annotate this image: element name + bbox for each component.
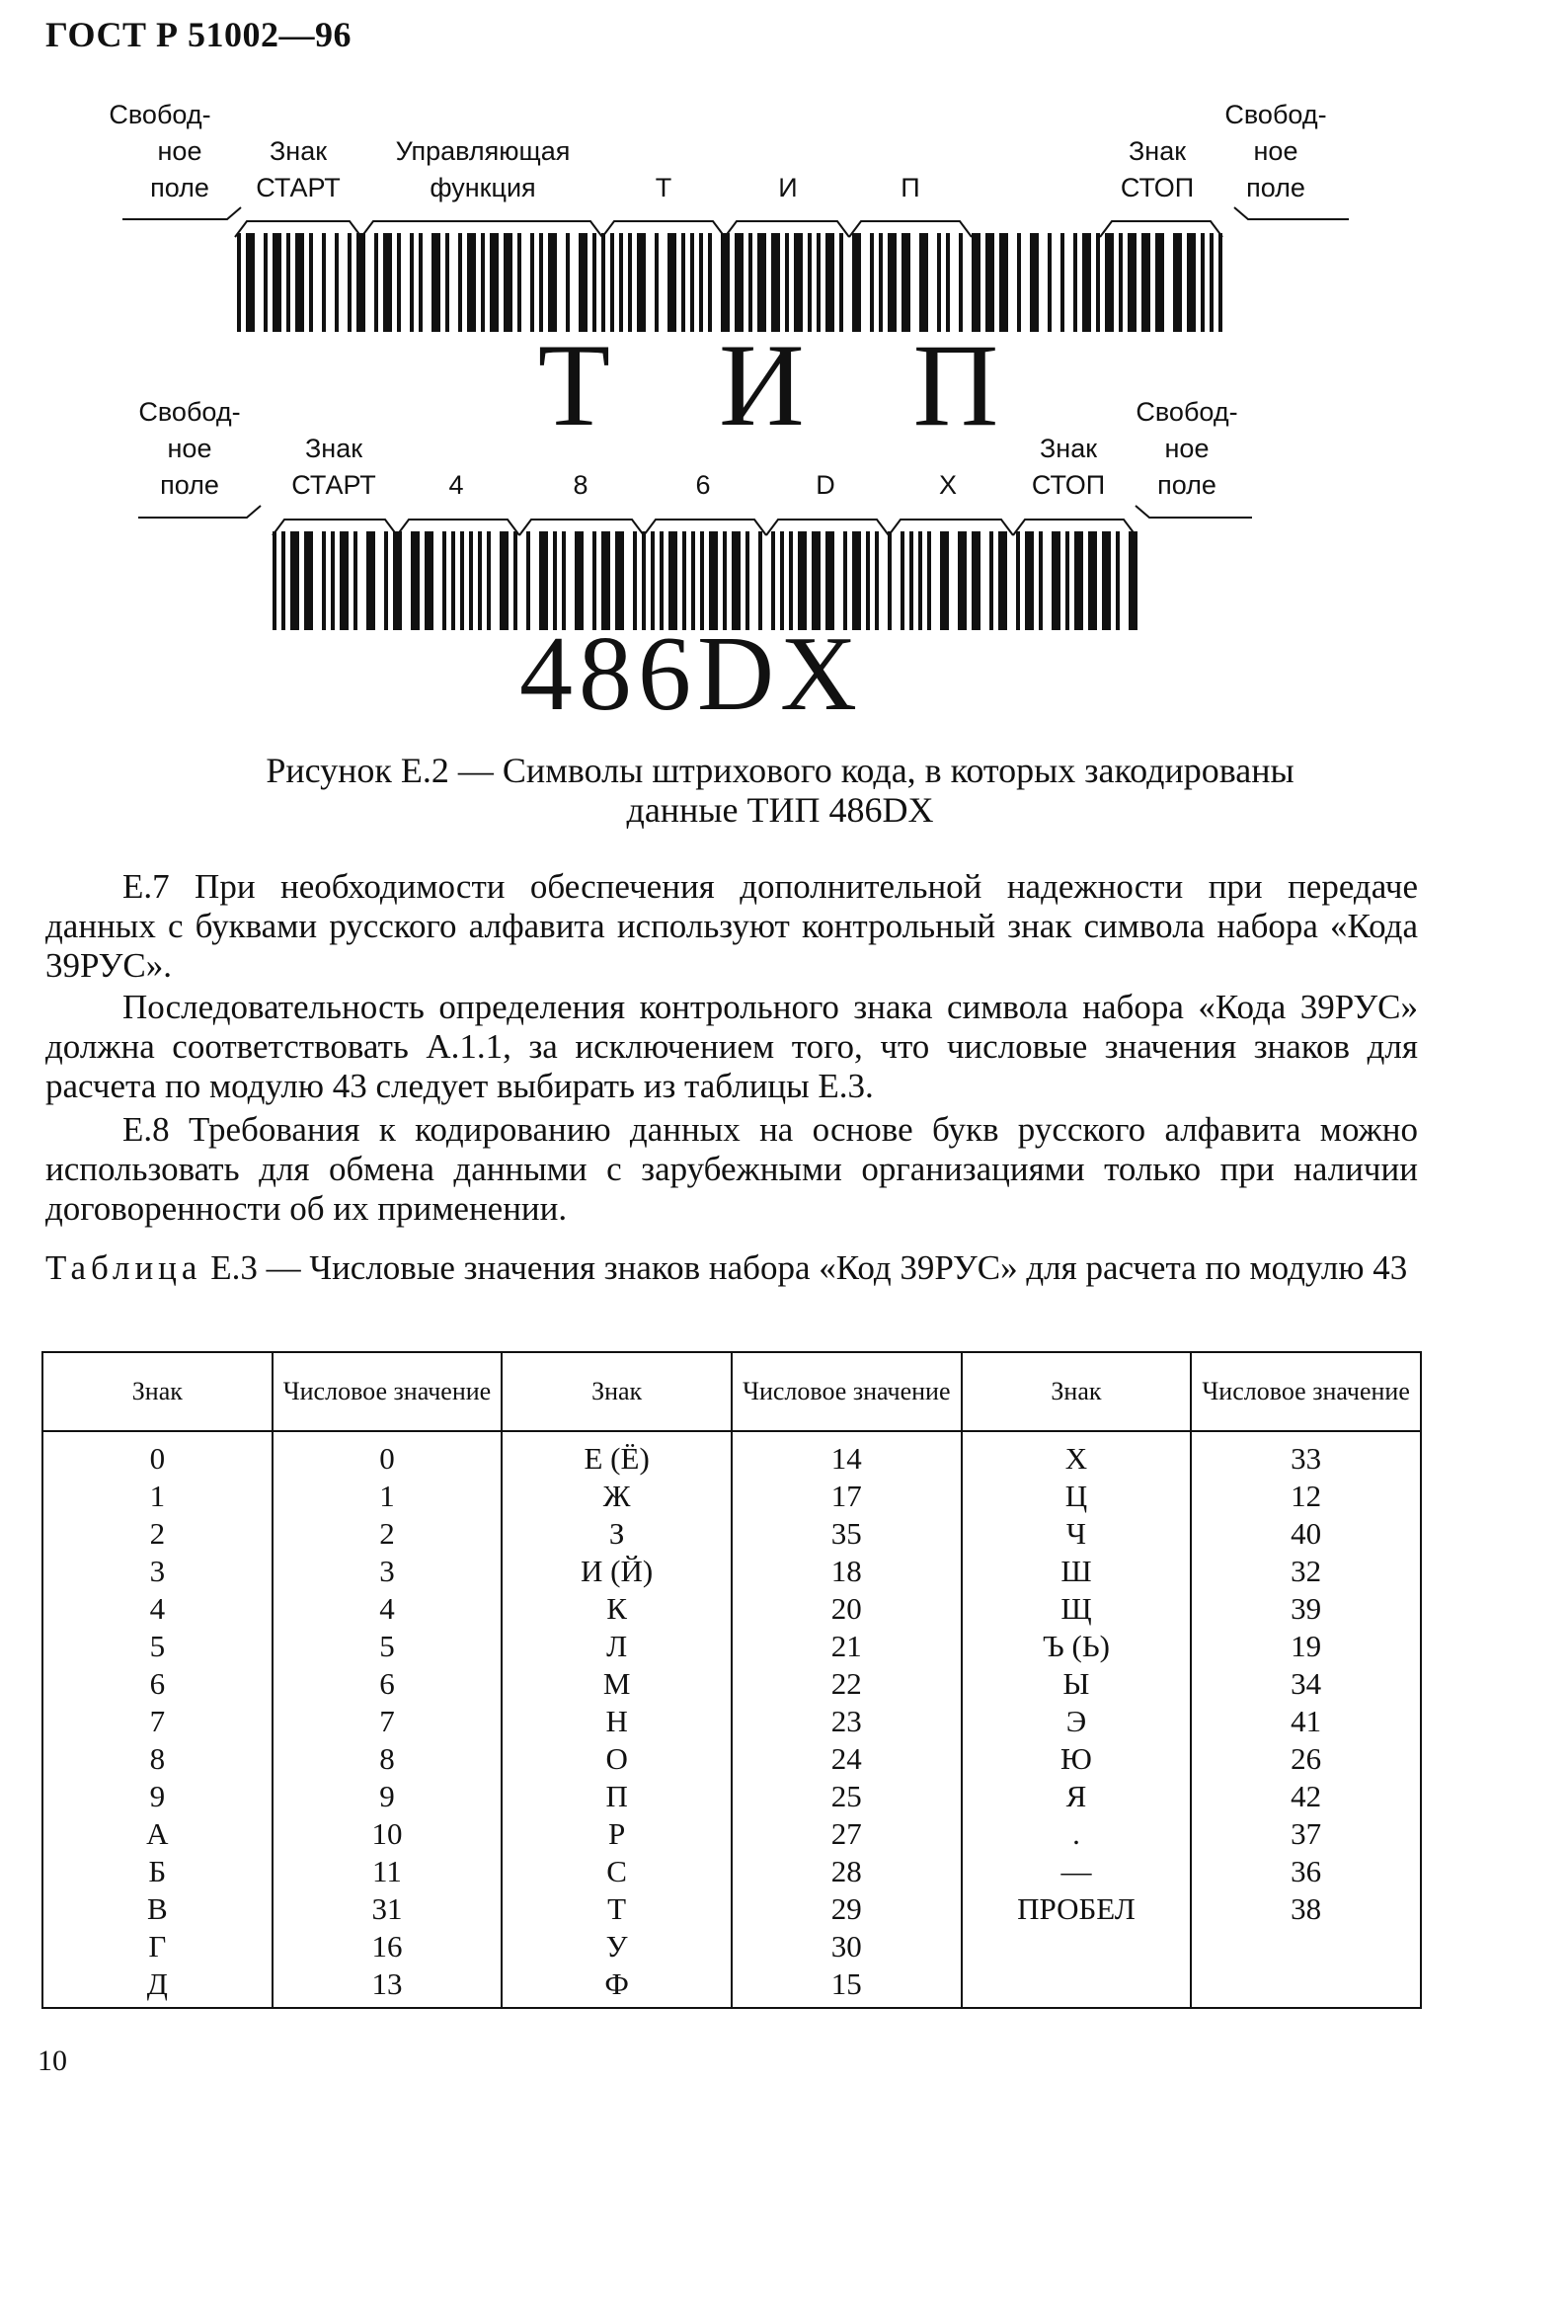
barcode-bar bbox=[410, 233, 414, 332]
barcode-bar bbox=[901, 531, 904, 630]
barcode-bar bbox=[460, 531, 464, 630]
table-cell-value: 40 bbox=[1191, 1515, 1421, 1553]
header-char-1: Знак bbox=[42, 1352, 273, 1431]
barcode-bar bbox=[1116, 531, 1120, 630]
table-cell-value: 2 bbox=[273, 1515, 503, 1553]
bottom-char-x: X bbox=[938, 470, 958, 500]
figure-caption bbox=[99, 751, 1461, 830]
table-cell-value: 4 bbox=[273, 1590, 503, 1628]
table-cell-char: Ю bbox=[962, 1740, 1192, 1778]
barcode-bar bbox=[839, 233, 843, 332]
table-row bbox=[42, 1553, 1421, 1590]
bottom-stop-1: Знак bbox=[1039, 434, 1098, 463]
table-row bbox=[42, 1778, 1421, 1815]
barcode-bar bbox=[295, 233, 304, 332]
barcode-bar bbox=[469, 531, 473, 630]
barcode-bar bbox=[331, 531, 335, 630]
top-free-left-2: ное bbox=[157, 136, 202, 166]
barcode-bar bbox=[808, 233, 812, 332]
barcode-bar bbox=[870, 233, 874, 332]
table-cell-char: Е (Ё) bbox=[502, 1431, 732, 1478]
barcode-bar bbox=[309, 233, 313, 332]
table-row bbox=[42, 1740, 1421, 1778]
top-free-right-3: поле bbox=[1246, 173, 1305, 202]
table-cell-value: 36 bbox=[1191, 1853, 1421, 1890]
barcode-bar bbox=[909, 531, 913, 630]
barcode-bar bbox=[340, 531, 349, 630]
table-cell-value: 39 bbox=[1191, 1590, 1421, 1628]
table-cell-value: 16 bbox=[273, 1928, 503, 1965]
barcode-bar bbox=[517, 233, 521, 332]
barcode-bar bbox=[393, 531, 402, 630]
table-cell-value: 20 bbox=[732, 1590, 962, 1628]
table-cell-value: 22 bbox=[732, 1665, 962, 1703]
paragraph-e8: Е.8 Требования к кодированию данных на основе букв русского алфавита можно использовать для обмена данными с зарубежными организациями только при наличии договоренности об их применении. bbox=[45, 1110, 1418, 1228]
table-cell-char: М bbox=[502, 1665, 732, 1703]
barcode-bar bbox=[1173, 233, 1182, 332]
top-free-right-2: ное bbox=[1253, 136, 1298, 166]
figure-caption-line-2: данные ТИП 486DX bbox=[626, 790, 934, 830]
table-cell-value: 7 bbox=[273, 1703, 503, 1740]
barcode-bar bbox=[785, 233, 789, 332]
table-cell-value: 1 bbox=[273, 1478, 503, 1515]
table-cell-char bbox=[962, 1928, 1192, 1965]
barcode-bar bbox=[356, 233, 365, 332]
table-cell-value: 0 bbox=[273, 1431, 503, 1478]
barcode-bar bbox=[748, 233, 752, 332]
barcode-bar bbox=[757, 233, 766, 332]
table-cell-value bbox=[1191, 1965, 1421, 2008]
table-cell-char: Ы bbox=[962, 1665, 1192, 1703]
barcode-bar bbox=[451, 531, 455, 630]
barcode-bar bbox=[1218, 233, 1222, 332]
barcode-bar bbox=[825, 233, 834, 332]
table-cell-value: 9 bbox=[273, 1778, 503, 1815]
barcode-bar bbox=[353, 531, 357, 630]
table-row bbox=[42, 1590, 1421, 1628]
barcode-bar bbox=[548, 233, 557, 332]
table-cell-value: 6 bbox=[273, 1665, 503, 1703]
table-cell-char: Б bbox=[42, 1853, 273, 1890]
table-cell-char: 0 bbox=[42, 1431, 273, 1478]
barcode-bar bbox=[1052, 531, 1060, 630]
table-cell-char: Я bbox=[962, 1778, 1192, 1815]
top-free-right-line bbox=[1234, 207, 1349, 219]
table-caption bbox=[45, 1248, 1418, 1288]
barcode-bar bbox=[628, 233, 632, 332]
bottom-char-6: 6 bbox=[695, 470, 711, 500]
header-value-3: Числовое значение bbox=[1191, 1352, 1421, 1431]
table-row bbox=[42, 1815, 1421, 1853]
bottom-free-right-1: Свобод- bbox=[1136, 397, 1238, 427]
barcode-bar bbox=[1129, 531, 1137, 630]
table-row bbox=[42, 1628, 1421, 1665]
barcode-bar bbox=[902, 233, 910, 332]
table-cell-char: В bbox=[42, 1890, 273, 1928]
bottom-char-d: D bbox=[816, 470, 835, 500]
table-cell-value: 11 bbox=[273, 1853, 503, 1890]
table-row bbox=[42, 1478, 1421, 1515]
barcode-bar bbox=[999, 233, 1008, 332]
table-cell-char: Г bbox=[42, 1928, 273, 1965]
barcode-bar bbox=[1025, 531, 1034, 630]
barcode-bar bbox=[445, 233, 449, 332]
barcode-bar bbox=[721, 233, 730, 332]
barcode-bar bbox=[1102, 531, 1111, 630]
barcode-bar bbox=[425, 531, 433, 630]
table-caption-word: Таблица bbox=[45, 1248, 202, 1287]
table-row bbox=[42, 1515, 1421, 1553]
barcode-bar bbox=[397, 233, 401, 332]
barcode-bar bbox=[998, 531, 1007, 630]
barcode-bar bbox=[866, 531, 870, 630]
table-cell-char: 6 bbox=[42, 1665, 273, 1703]
barcode-bar bbox=[985, 233, 994, 332]
barcode-bar bbox=[637, 233, 646, 332]
top-free-right-1: Свобод- bbox=[1224, 100, 1327, 129]
barcode-bar bbox=[989, 531, 993, 630]
table-row bbox=[42, 1890, 1421, 1928]
table-cell-char bbox=[962, 1965, 1192, 2008]
barcode-bar bbox=[1105, 233, 1114, 332]
barcode-bar bbox=[348, 233, 352, 332]
barcode-bar bbox=[1039, 531, 1043, 630]
barcode-bar bbox=[619, 233, 623, 332]
top-free-left-1: Свобод- bbox=[109, 100, 211, 129]
header-value-1: Числовое значение bbox=[273, 1352, 503, 1431]
table-cell-char: 8 bbox=[42, 1740, 273, 1778]
document-header: ГОСТ Р 51002—96 bbox=[45, 15, 352, 54]
barcode-bar bbox=[1088, 531, 1097, 630]
header-char-2: Знак bbox=[502, 1352, 732, 1431]
table-cell-char: 7 bbox=[42, 1703, 273, 1740]
bottom-x-brace bbox=[889, 520, 1013, 535]
top-char-p: П bbox=[901, 173, 920, 202]
table-cell-value: 31 bbox=[273, 1890, 503, 1928]
table-cell-char: . bbox=[962, 1815, 1192, 1853]
table-cell-char: И (Й) bbox=[502, 1553, 732, 1590]
barcode-bar bbox=[946, 233, 950, 332]
table-cell-value: 5 bbox=[273, 1628, 503, 1665]
table-cell-value: 25 bbox=[732, 1778, 962, 1815]
barcode-bar bbox=[442, 531, 446, 630]
table-cell-value: 42 bbox=[1191, 1778, 1421, 1815]
barcode-bar bbox=[771, 233, 780, 332]
barcode-bar bbox=[246, 233, 255, 332]
barcode-figure bbox=[0, 0, 1568, 731]
barcode-bar bbox=[1082, 233, 1091, 332]
barcode-bar bbox=[487, 531, 491, 630]
top-control-1: Управляющая bbox=[395, 136, 571, 166]
table-row bbox=[42, 1853, 1421, 1890]
top-barcode-bars bbox=[237, 233, 1222, 332]
table-cell-value: 34 bbox=[1191, 1665, 1421, 1703]
barcode-bar bbox=[972, 233, 980, 332]
table-row bbox=[42, 1965, 1421, 2008]
barcode-bar bbox=[1016, 531, 1020, 630]
barcode-bar bbox=[940, 531, 949, 630]
barcode-bar bbox=[500, 531, 509, 630]
barcode-bar bbox=[1155, 233, 1164, 332]
bottom-start-2: СТАРТ bbox=[291, 470, 376, 500]
barcode-bar bbox=[699, 233, 703, 332]
table-cell-char: Щ bbox=[962, 1590, 1192, 1628]
table-cell-char: Н bbox=[502, 1703, 732, 1740]
table-cell-char: О bbox=[502, 1740, 732, 1778]
bottom-stop-2: СТОП bbox=[1031, 470, 1106, 500]
table-cell-char: 4 bbox=[42, 1590, 273, 1628]
barcode-bar bbox=[481, 233, 485, 332]
table-cell-char: 2 bbox=[42, 1515, 273, 1553]
top-human-readable: Т И П bbox=[537, 319, 1039, 450]
table-cell-value: 3 bbox=[273, 1553, 503, 1590]
barcode-bar bbox=[579, 233, 588, 332]
barcode-bar bbox=[879, 233, 883, 332]
table-cell-value: 27 bbox=[732, 1815, 962, 1853]
table-row bbox=[42, 1703, 1421, 1740]
table-cell-char: З bbox=[502, 1515, 732, 1553]
table-cell-value: 21 bbox=[732, 1628, 962, 1665]
barcode-bar bbox=[735, 233, 744, 332]
bottom-char-8: 8 bbox=[573, 470, 588, 500]
barcode-bar bbox=[927, 531, 931, 630]
top-free-left-line bbox=[122, 207, 241, 219]
table-cell-value: 15 bbox=[732, 1965, 962, 2008]
top-braces bbox=[122, 207, 1349, 237]
barcode-bar bbox=[530, 233, 534, 332]
barcode-bar bbox=[366, 531, 375, 630]
barcode-bar bbox=[458, 233, 462, 332]
barcode-bar bbox=[958, 531, 967, 630]
barcode-bar bbox=[875, 531, 879, 630]
barcode-bar bbox=[681, 233, 685, 332]
table-cell-value: 12 bbox=[1191, 1478, 1421, 1515]
barcode-bar bbox=[322, 531, 326, 630]
paragraph-e7: Е.7 При необходимости обеспечения дополнительной надежности при передаче данных с буквами русского алфавита используют контрольный знак символа набора «Кода 39РУС». bbox=[45, 867, 1418, 985]
barcode-bar bbox=[566, 233, 570, 332]
barcode-bar bbox=[888, 233, 897, 332]
table-cell-value: 18 bbox=[732, 1553, 962, 1590]
barcode-bar bbox=[304, 531, 313, 630]
table-cell-char: Ъ (Ь) bbox=[962, 1628, 1192, 1665]
table-cell-char: 5 bbox=[42, 1628, 273, 1665]
top-char-i: И bbox=[778, 173, 798, 202]
table-caption-rest: Е.3 — Числовые значения знаков набора «Код 39РУС» для расчета по модулю 43 bbox=[201, 1248, 1408, 1287]
table-cell-char: П bbox=[502, 1778, 732, 1815]
top-labels bbox=[109, 100, 1326, 202]
table-cell-char: С bbox=[502, 1853, 732, 1890]
barcode-bar bbox=[431, 233, 440, 332]
barcode-bar bbox=[478, 531, 482, 630]
table-cell-char: Э bbox=[962, 1703, 1192, 1740]
table-cell-value: 35 bbox=[732, 1515, 962, 1553]
table-cell-char: К bbox=[502, 1590, 732, 1628]
barcode-bar bbox=[1048, 233, 1052, 332]
bottom-free-right-3: поле bbox=[1157, 470, 1216, 500]
table-cell-value: 10 bbox=[273, 1815, 503, 1853]
paragraph-sequence: Последовательность определения контрольного знака символа набора «Кода 39РУС» должна соответствовать А.1.1, за исключением того, что числовые значения знаков для расчета по модулю 43 следует выбирать из таблицы Е.3. bbox=[45, 988, 1418, 1105]
barcode-bar bbox=[1201, 233, 1205, 332]
table-body bbox=[42, 1431, 1421, 2008]
barcode-bar bbox=[794, 233, 803, 332]
bottom-free-left-1: Свобод- bbox=[138, 397, 241, 427]
barcode-bar bbox=[919, 233, 928, 332]
table-cell-char: Ц bbox=[962, 1478, 1192, 1515]
table-cell-char: Р bbox=[502, 1815, 732, 1853]
table-row bbox=[42, 1665, 1421, 1703]
barcode-bar bbox=[852, 233, 861, 332]
barcode-bar bbox=[281, 531, 285, 630]
barcode-bar bbox=[601, 233, 605, 332]
table-cell-value: 30 bbox=[732, 1928, 962, 1965]
bottom-char-4: 4 bbox=[448, 470, 464, 500]
top-stop-1: Знак bbox=[1128, 136, 1187, 166]
barcode-bar bbox=[972, 531, 980, 630]
barcode-bar bbox=[383, 233, 392, 332]
barcode-bar bbox=[237, 233, 241, 332]
barcode-bar bbox=[273, 531, 276, 630]
barcode-bar bbox=[817, 233, 821, 332]
barcode-bar bbox=[667, 233, 676, 332]
bottom-free-left-2: ное bbox=[167, 434, 212, 463]
barcode-bar bbox=[610, 233, 614, 332]
barcode-bar bbox=[708, 233, 712, 332]
table-cell-value: 37 bbox=[1191, 1815, 1421, 1853]
table-row bbox=[42, 1928, 1421, 1965]
table-cell-value: 29 bbox=[732, 1890, 962, 1928]
table-header-row bbox=[42, 1352, 1421, 1431]
barcode-bar bbox=[1119, 233, 1123, 332]
barcode-bar bbox=[264, 233, 268, 332]
barcode-bar bbox=[539, 233, 543, 332]
table-cell-value: 28 bbox=[732, 1853, 962, 1890]
table-row bbox=[42, 1431, 1421, 1478]
table-cell-value: 13 bbox=[273, 1965, 503, 2008]
table-cell-value: 32 bbox=[1191, 1553, 1421, 1590]
barcode-bar bbox=[384, 531, 388, 630]
table-cell-char: 9 bbox=[42, 1778, 273, 1815]
barcode-bar bbox=[1096, 233, 1100, 332]
barcode-bar bbox=[419, 233, 423, 332]
barcode-bar bbox=[504, 233, 512, 332]
barcode-bar bbox=[290, 531, 299, 630]
barcode-bar bbox=[1074, 531, 1083, 630]
barcode-bar bbox=[655, 233, 659, 332]
barcode-bar bbox=[273, 233, 281, 332]
bottom-free-left-3: поле bbox=[160, 470, 219, 500]
barcode-bar bbox=[374, 233, 378, 332]
barcode-bar bbox=[1065, 531, 1069, 630]
numeric-values-table bbox=[41, 1351, 1422, 2009]
table-cell-char: 1 bbox=[42, 1478, 273, 1515]
barcode-bar bbox=[1187, 233, 1196, 332]
top-char-t: Т bbox=[655, 173, 672, 202]
barcode-bar bbox=[490, 233, 499, 332]
top-stop-2: СТОП bbox=[1120, 173, 1195, 202]
table-cell-value: 24 bbox=[732, 1740, 962, 1778]
barcode-bar bbox=[1060, 233, 1064, 332]
table-cell-value: 41 bbox=[1191, 1703, 1421, 1740]
barcode-bar bbox=[1210, 233, 1214, 332]
top-start-1: Знак bbox=[269, 136, 328, 166]
page-number: 10 bbox=[38, 2044, 67, 2077]
barcode-bar bbox=[959, 233, 963, 332]
table-cell-value: 33 bbox=[1191, 1431, 1421, 1478]
table-cell-value: 8 bbox=[273, 1740, 503, 1778]
header-value-2: Числовое значение bbox=[732, 1352, 962, 1431]
barcode-bar bbox=[1141, 233, 1150, 332]
bottom-human-readable: 486DX bbox=[519, 615, 863, 731]
barcode-bar bbox=[513, 531, 517, 630]
barcode-bar bbox=[888, 531, 892, 630]
table-cell-value: 23 bbox=[732, 1703, 962, 1740]
table-cell-char: ПРОБЕЛ bbox=[962, 1890, 1192, 1928]
table-cell-char: — bbox=[962, 1853, 1192, 1890]
table-cell-char: Ш bbox=[962, 1553, 1192, 1590]
barcode-bar bbox=[286, 233, 290, 332]
table-cell-char: Ж bbox=[502, 1478, 732, 1515]
top-free-left-3: поле bbox=[150, 173, 209, 202]
bottom-braces bbox=[138, 506, 1252, 535]
table-cell-char: Т bbox=[502, 1890, 732, 1928]
barcode-bar bbox=[1128, 233, 1137, 332]
bottom-free-right-line bbox=[1136, 506, 1252, 518]
barcode-bar bbox=[937, 233, 941, 332]
barcode-bar bbox=[467, 233, 476, 332]
table-cell-char: А bbox=[42, 1815, 273, 1853]
table-cell-char: Д bbox=[42, 1965, 273, 2008]
top-start-2: СТАРТ bbox=[256, 173, 341, 202]
table-cell-char: Х bbox=[962, 1431, 1192, 1478]
table-cell-value: 14 bbox=[732, 1431, 962, 1478]
table-cell-value: 26 bbox=[1191, 1740, 1421, 1778]
barcode-bar bbox=[322, 233, 326, 332]
barcode-bar bbox=[918, 531, 922, 630]
header-char-3: Знак bbox=[962, 1352, 1192, 1431]
table-cell-char: Ч bbox=[962, 1515, 1192, 1553]
barcode-bar bbox=[592, 233, 596, 332]
barcode-bar bbox=[411, 531, 420, 630]
table-cell-char: Л bbox=[502, 1628, 732, 1665]
barcode-bar bbox=[335, 233, 339, 332]
table-cell-char: 3 bbox=[42, 1553, 273, 1590]
table-cell-char: Ф bbox=[502, 1965, 732, 2008]
top-control-2: функция bbox=[430, 173, 536, 202]
bottom-start-1: Знак bbox=[304, 434, 363, 463]
barcode-bar bbox=[1017, 233, 1021, 332]
table-cell-value: 38 bbox=[1191, 1890, 1421, 1928]
table-cell-value: 19 bbox=[1191, 1628, 1421, 1665]
figure-caption-line-1: Рисунок Е.2 — Символы штрихового кода, в которых закодированы bbox=[266, 751, 1294, 790]
bottom-free-left-line bbox=[138, 506, 261, 518]
barcode-bar bbox=[1073, 233, 1077, 332]
table-cell-value: 17 bbox=[732, 1478, 962, 1515]
table-cell-value bbox=[1191, 1928, 1421, 1965]
barcode-bar bbox=[1030, 233, 1039, 332]
bottom-free-right-2: ное bbox=[1164, 434, 1210, 463]
barcode-bar bbox=[690, 233, 694, 332]
table-cell-char: У bbox=[502, 1928, 732, 1965]
